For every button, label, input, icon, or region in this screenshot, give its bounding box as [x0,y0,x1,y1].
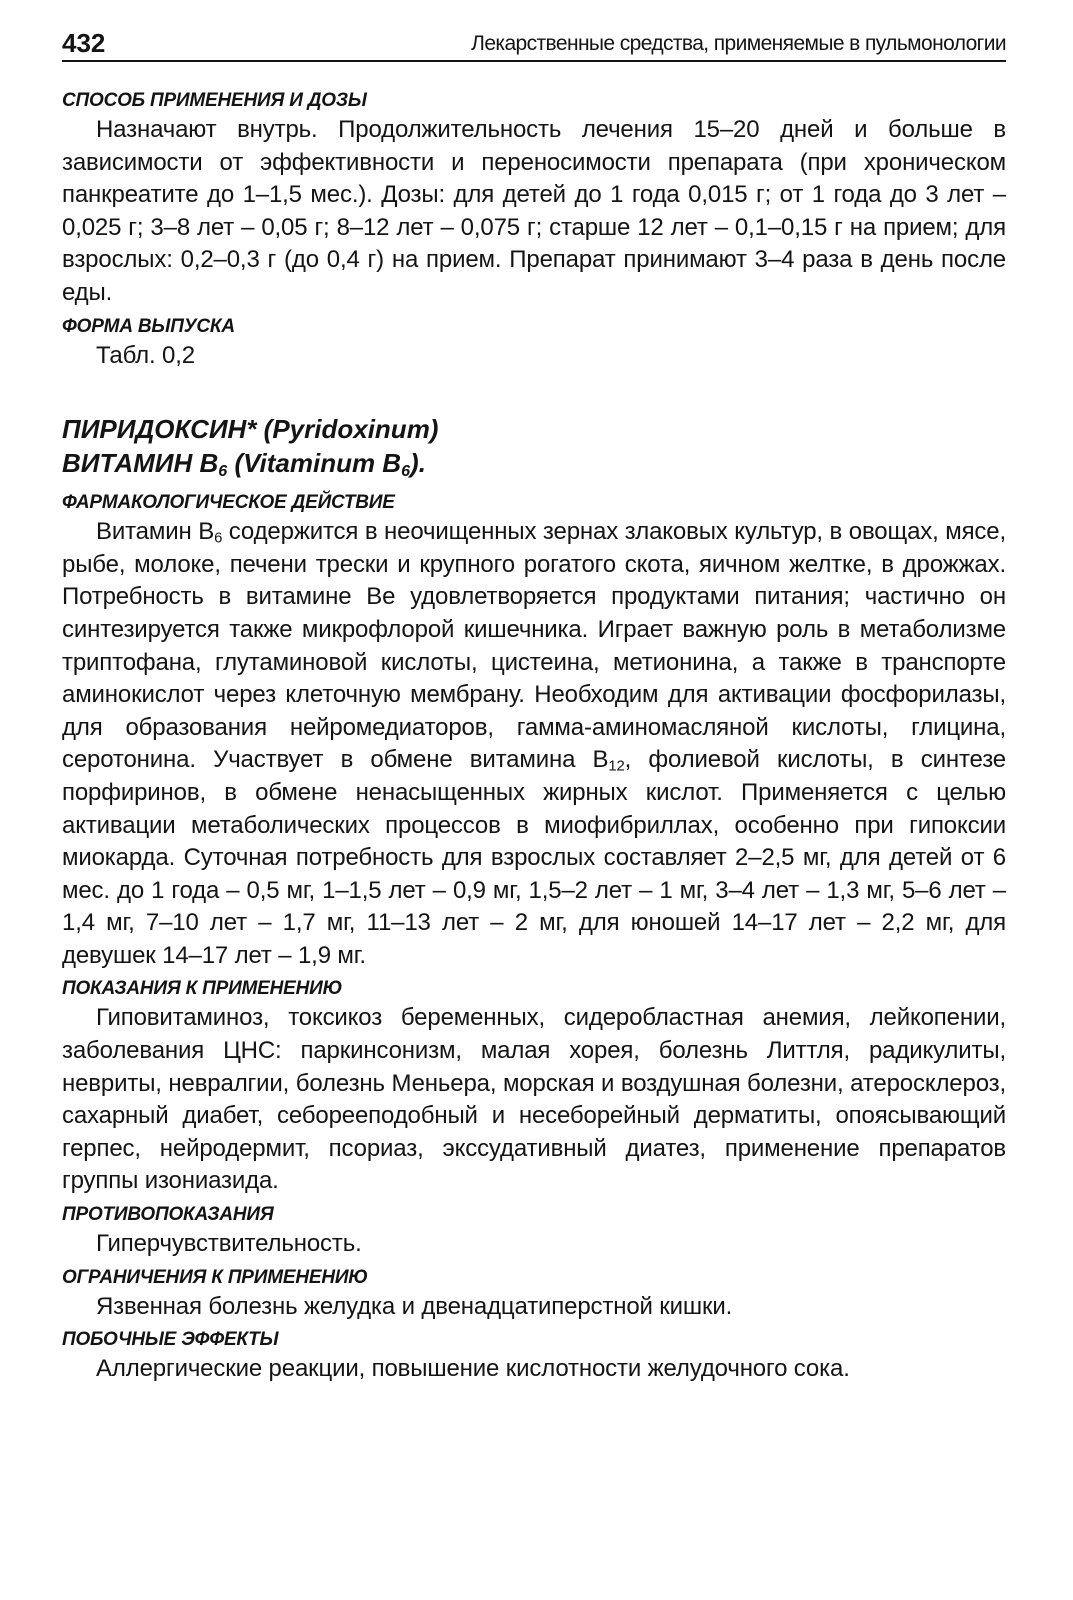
section-heading-contraindications: ПРОТИВОПОКАЗАНИЯ [62,1204,274,1226]
drug-title [62,412,1006,480]
section-heading-dosage: СПОСОБ ПРИМЕНЕНИЯ И ДОЗЫ [62,90,367,111]
section-text-pharmacology [62,516,1006,972]
section-text-contraindications: Гиперчувствительность. [96,1230,362,1258]
page-number: 432 [62,28,106,58]
section-heading-pharmacology: ФАРМАКОЛОГИЧЕСКОЕ ДЕЙСТВИЕ [62,492,395,514]
section-text-side-effects: Аллергические реакции, повышение кислотности желудочного сока. [96,1355,850,1383]
drug-title-end: ). [410,448,426,479]
drug-title-latin: (Vitaminum B [227,448,402,479]
pharmacology-text-part-1: Витамин B [96,518,215,546]
section-text-indications: Гиповитаминоз, токсикоз беременных, сидеробластная анемия, лейкопении, заболевания ЦНС: паркинсонизм, малая хорея, болезнь Литтля, радикулиты, невриты, невралгии, болезнь Меньера, морская и воздушная болезни, атеросклероз, сахарный диабет, себорееподобный и несеборейный дерматиты, опоясывающий герпес, нейродермит, псориаз, экссудативный диатез, применение препаратов группы изониазида. [62,1004,1006,1195]
pharmacology-subscript-2: 12 [608,759,625,776]
running-title: Лекарственные средства, применяемые в пульмонологии [471,32,1006,55]
drug-title-prefix: ВИТАМИН B [62,448,219,479]
pharmacology-subscript-1: 6 [214,530,223,547]
running-header [62,22,1006,62]
drug-title-subscript: 6 [218,462,228,481]
pharmacology-text-part-2: содержится в неочищенных зернах злаковых культур, в овощах, мясе, рыбе, молоке, печени трески и крупного рогатого скота, яичном желтке, в дрожжах. Потребность в витамине Be удовлетворяется продуктами питания; частично он синтезируется также микрофлорой кишечника. Играет важную роль в метаболизме триптофана, глутаминовой кислоты, цистеина, метионина, а также в транспорте аминокислот через клеточную мембрану. Необходим для активации фосфорилазы, для образования нейромедиаторов, гамма-аминомасляной кислоты, глицина, серотонина. Участвует в обмене витамина B [62,518,1006,774]
section-text-dosage: Назначают внутрь. Продолжительность лечения 15–20 дней и больше в зависимости от эффективности и переносимости препарата (при хроническом панкреатите до 1–1,5 мес.). Дозы: для детей до 1 года 0,015 г; от 1 года до 3 лет – 0,025 г; 3–8 лет – 0,05 г; 8–12 лет – 0,075 г; старше 12 лет – 0,1–0,15 г на прием; для взрослых: 0,2–0,3 г (до 0,4 г) на прием. Препарат принимают 3–4 раза в день после еды. [62,116,1006,306]
drug-title-line-1: ПИРИДОКСИН* (Pyridoxinum) [62,414,439,445]
section-text-form: Табл. 0,2 [96,341,195,369]
section-heading-form: ФОРМА ВЫПУСКА [62,315,235,337]
book-page [62,22,1006,1390]
drug-title-line-2 [62,446,1006,480]
pharmacology-text-part-3: , фолиевой кислоты, в синтезе порфиринов, в обмене ненасыщенных жирных кислот. Применяется с целью активации метаболических процессов в миофибриллах, особенно при гипоксии миокарда. Суточная потребность для взрослых составляет 2–2,5 мг, для детей от 6 мес. до 1 года – 0,5 мг, 1–1,5 лет – 0,9 мг, 1,5–2 лет – 1 мг, 3–4 лет – 1,3 мг, 5–6 лет – 1,4 мг, 7–10 лет – 1,7 мг, 11–13 лет – 2 мг, для юношей 14–17 лет – 2,2 мг, для девушек 14–17 лет – 1,9 мг. [62,746,1006,969]
section-text-restrictions: Язвенная болезнь желудка и двенадцатиперстной кишки. [96,1292,733,1320]
section-heading-indications: ПОКАЗАНИЯ К ПРИМЕНЕНИЮ [62,978,343,1000]
section-heading-side-effects: ПОБОЧНЫЕ ЭФФЕКТЫ [62,1329,279,1351]
drug-title-subscript-latin: 6 [401,462,411,481]
section-heading-restrictions: ОГРАНИЧЕНИЯ К ПРИМЕНЕНИЮ [62,1266,368,1288]
